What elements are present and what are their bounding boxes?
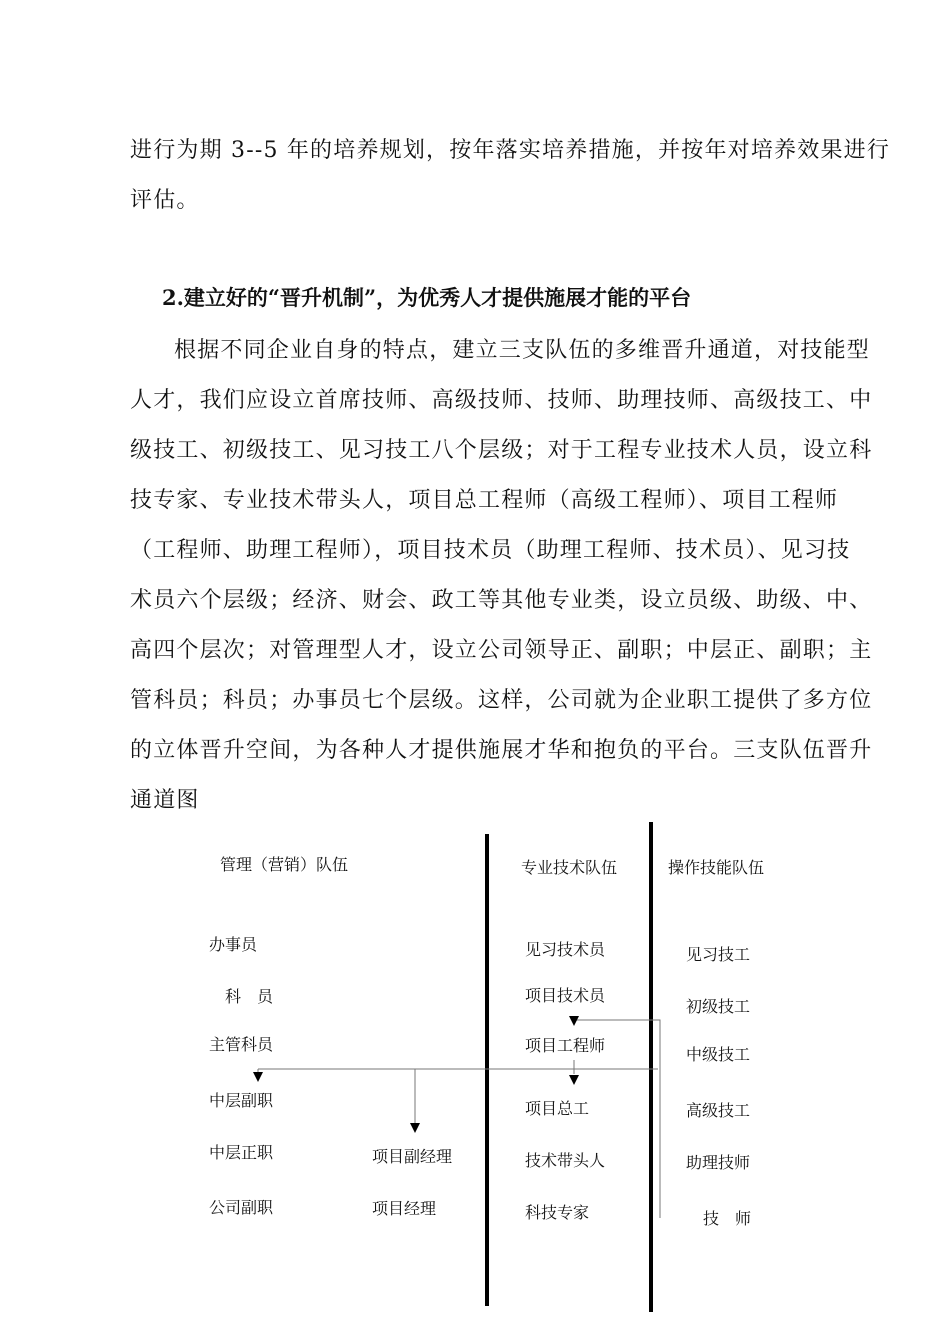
text-line: 技专家、专业技术带头人，项目总工程师（高级工程师）、项目工程师 <box>130 488 839 513</box>
arrow-head <box>253 1072 263 1082</box>
paragraph-promotion <box>130 326 873 826</box>
text-line: 级技工、初级技工、见习技工八个层级；对于工程专业技术人员，设立科 <box>130 438 873 463</box>
skills-level: 高级技工 <box>686 1101 751 1120</box>
section-heading: 2.建立好的“晋升机制”，为优秀人才提供施展才能的平台 <box>162 285 692 310</box>
technical-level: 项目总工 <box>525 1099 590 1118</box>
text-line: 高四个层次；对管理型人才，设立公司领导正、副职；中层正、副职；主 <box>130 638 873 663</box>
skills-level: 初级技工 <box>686 997 751 1016</box>
paragraph-continued <box>130 126 891 226</box>
text-line: 管科员；科员；办事员七个层级。这样，公司就为企业职工提供了多方位 <box>130 688 873 713</box>
management-track-title: 管理（营销）队伍 <box>220 855 349 874</box>
technical-level: 项目工程师 <box>525 1036 606 1055</box>
text-line: 术员六个层级；经济、财会、政工等其他专业类，设立员级、助级、中、 <box>130 588 873 613</box>
skills-level: 中级技工 <box>686 1045 751 1064</box>
technical-track-title: 专业技术队伍 <box>521 858 618 877</box>
management-level: 科 员 <box>225 987 274 1006</box>
management-level: 主管科员 <box>209 1035 274 1054</box>
technical-level: 见习技术员 <box>525 940 606 959</box>
text-line: 人才，我们应设立首席技师、高级技师、技师、助理技师、高级技工、中 <box>130 388 873 413</box>
project-level: 项目副经理 <box>372 1147 453 1166</box>
text-line: （工程师、助理工程师），项目技术员（助理工程师、技术员）、见习技 <box>130 538 851 563</box>
technical-level: 科技专家 <box>525 1203 590 1222</box>
management-level: 中层副职 <box>209 1091 274 1110</box>
management-level: 公司副职 <box>209 1198 274 1217</box>
skills-level: 技 师 <box>703 1209 752 1228</box>
skills-level: 见习技工 <box>686 945 751 964</box>
text-line: 根据不同企业自身的特点，建立三支队伍的多维晋升通道，对技能型 <box>174 338 871 363</box>
skills-track-title: 操作技能队伍 <box>668 858 765 877</box>
management-level: 办事员 <box>209 935 258 954</box>
arrow-head <box>410 1123 420 1133</box>
text-line: 评估。 <box>130 188 200 213</box>
skills-level: 助理技师 <box>686 1153 751 1172</box>
project-level: 项目经理 <box>372 1199 437 1218</box>
arrow-head <box>569 1075 579 1085</box>
management-level: 中层正职 <box>209 1143 274 1162</box>
arrow-head <box>569 1016 579 1026</box>
technical-level: 项目技术员 <box>525 986 606 1005</box>
text-line: 通道图 <box>130 788 200 813</box>
text-line: 进行为期 3--5 年的培养规划，按年落实培养措施，并按年对培养效果进行 <box>130 138 891 163</box>
technical-level: 技术带头人 <box>525 1151 606 1170</box>
text-line: 的立体晋升空间，为各种人才提供施展才华和抱负的平台。三支队伍晋升 <box>130 738 873 763</box>
